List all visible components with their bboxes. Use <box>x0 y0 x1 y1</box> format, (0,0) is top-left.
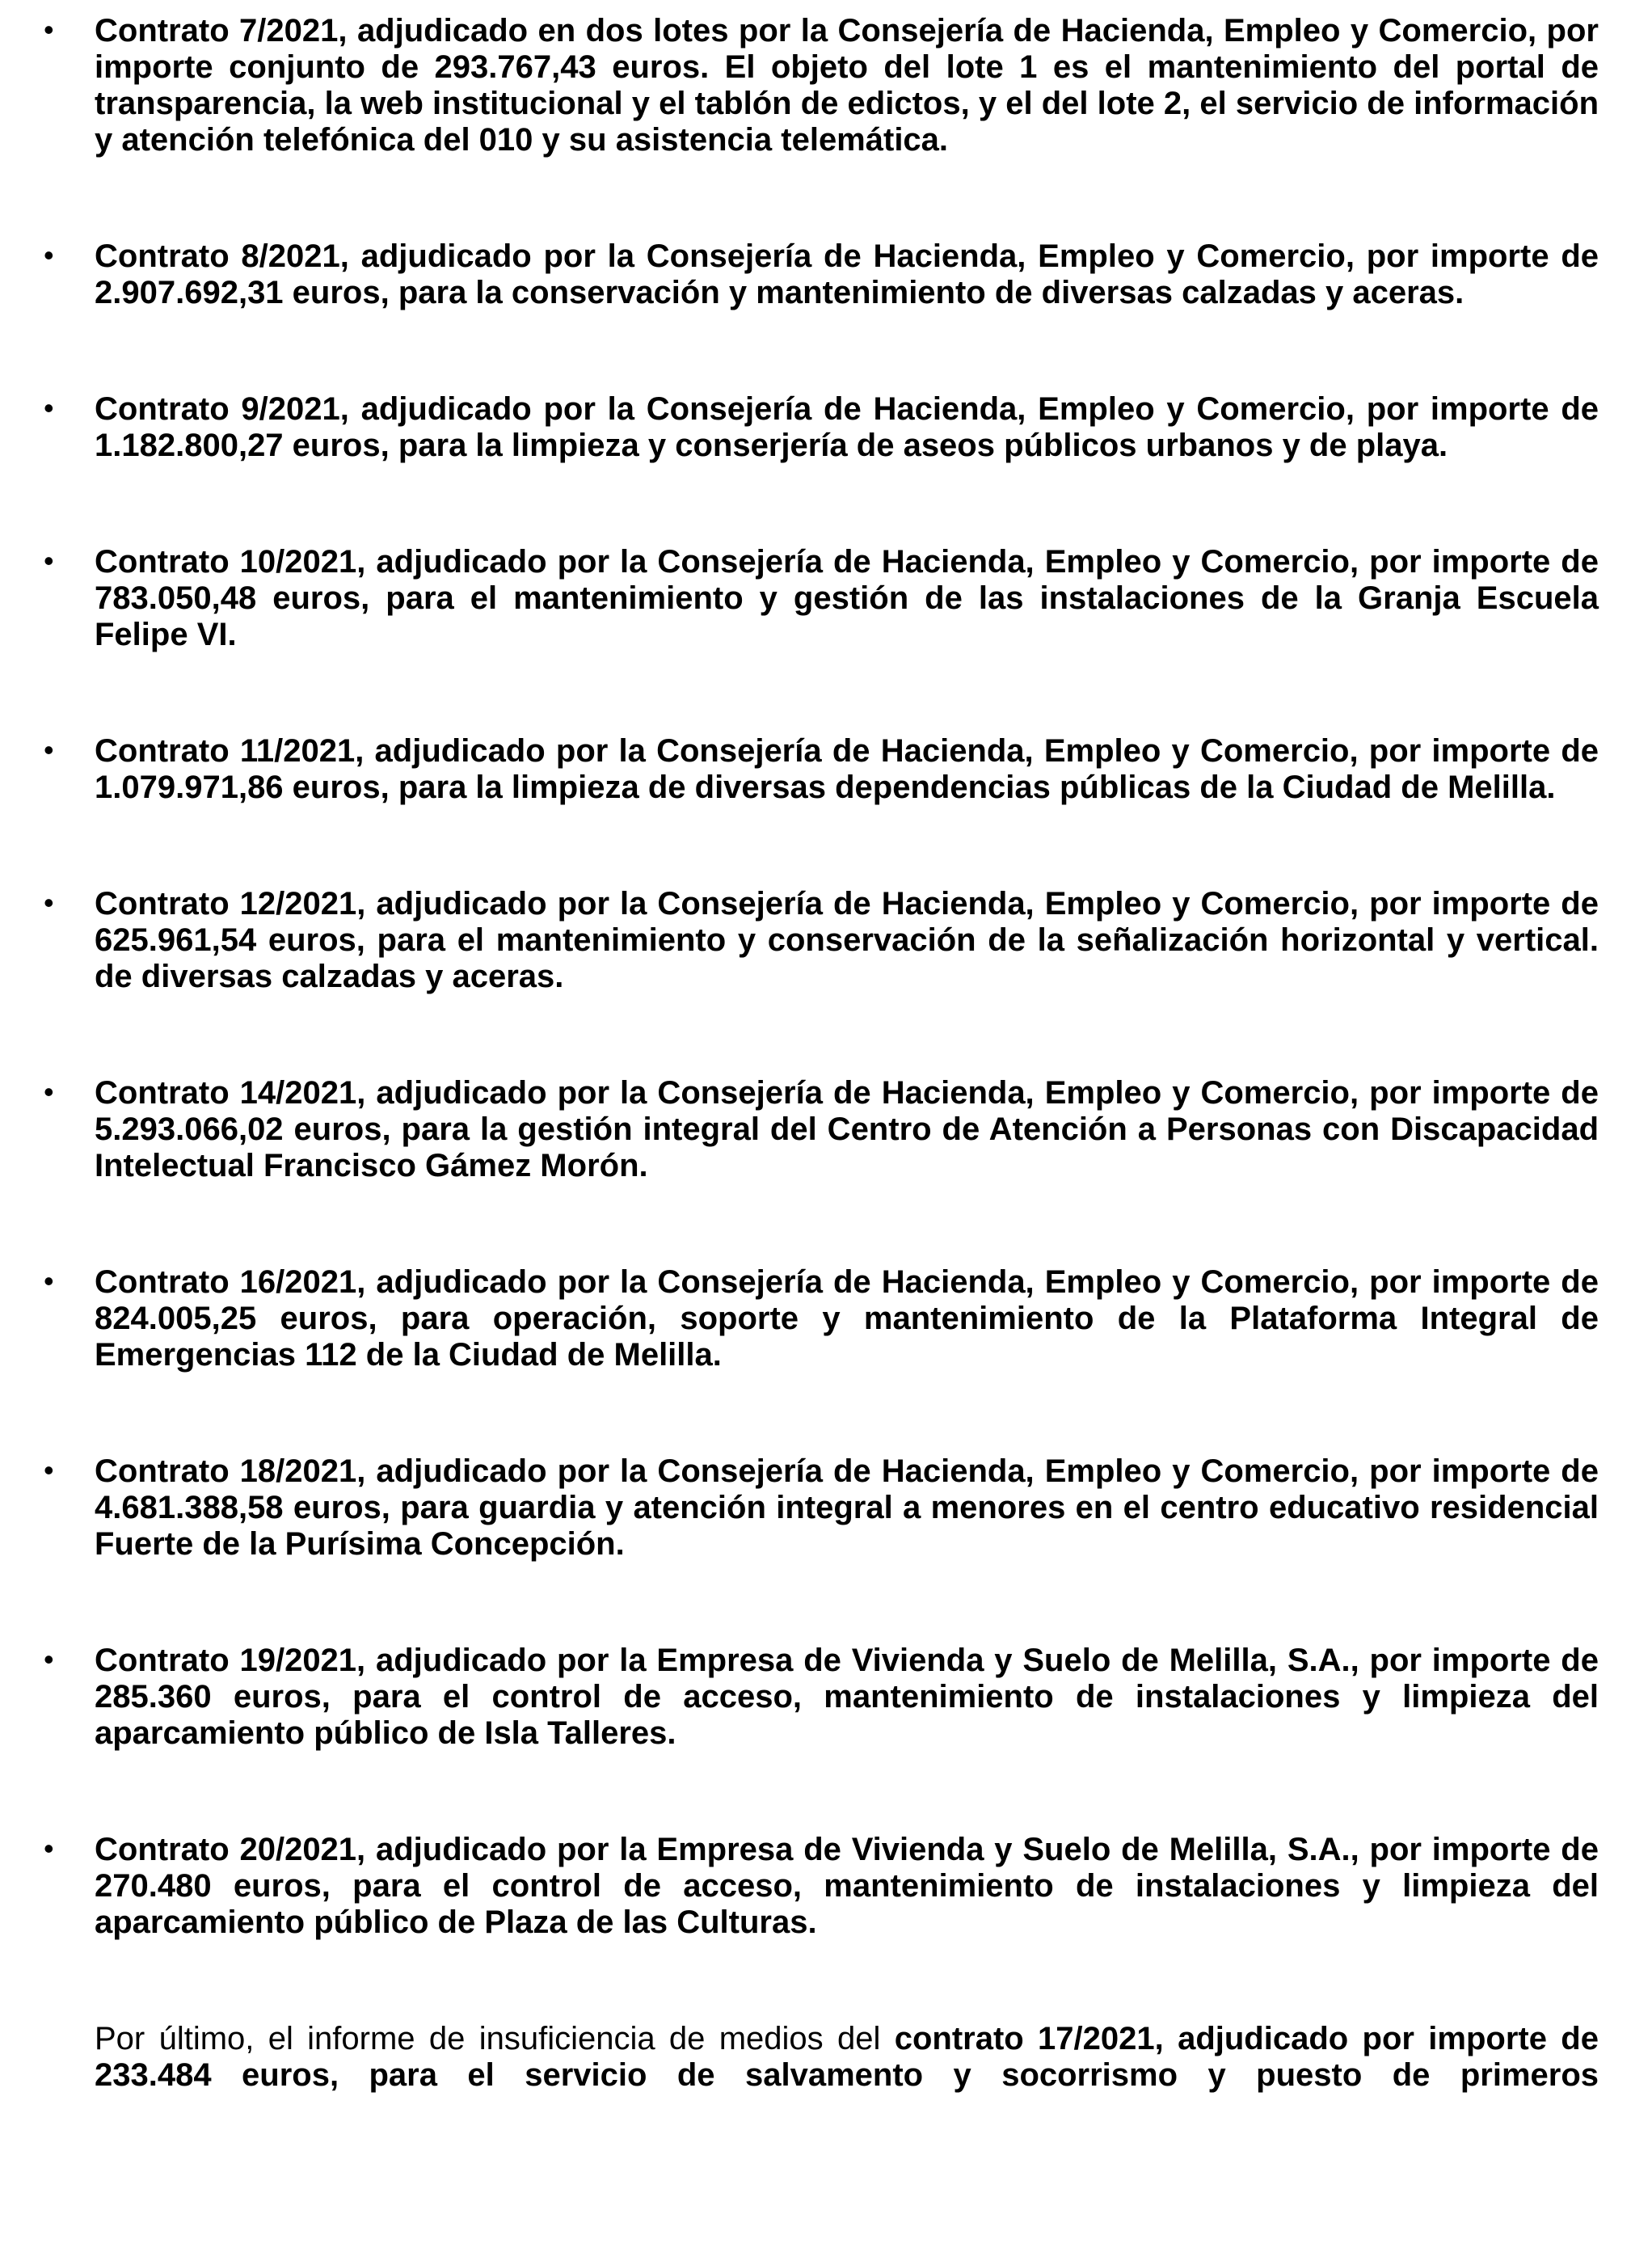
contract-paragraph-9-2021: Contrato 9/2021, adjudicado por la Consejería de Hacienda, Empleo y Comercio, por importe de 1.182.800,27 euros, para la limpieza y conserjería de aseos públicos urbanos y de playa. <box>95 391 1599 463</box>
bullet-icon: • <box>44 391 54 424</box>
contract-list-item <box>42 544 1599 653</box>
closing-paragraph <box>95 2021 1599 2094</box>
contract-paragraph-18-2021: Contrato 18/2021, adjudicado por la Consejería de Hacienda, Empleo y Comercio, por importe de 4.681.388,58 euros, para guardia y atención integral a menores en el centro educativo residencial Fuerte de la Purísima Concepción. <box>95 1453 1599 1562</box>
bullet-icon: • <box>44 1453 54 1487</box>
bullet-icon: • <box>44 1264 54 1297</box>
closing-bold-text: contrato 17/2021, adjudicado por importe de 233.484 euros, para el servicio de salvamento y socorrismo y puesto de primeros <box>95 2021 1599 2093</box>
bullet-icon: • <box>44 13 54 46</box>
contract-list-item <box>42 238 1599 311</box>
bullet-icon: • <box>44 1643 54 1676</box>
contract-paragraph-12-2021: Contrato 12/2021, adjudicado por la Consejería de Hacienda, Empleo y Comercio, por importe de 625.961,54 euros, para el mantenimiento y conservación de la señalización horizontal y vertical. de diversas calzadas y aceras. <box>95 886 1599 994</box>
contract-paragraph-14-2021: Contrato 14/2021, adjudicado por la Consejería de Hacienda, Empleo y Comercio, por importe de 5.293.066,02 euros, para la gestión integral del Centro de Atención a Personas con Discapacidad Intelectual Francisco Gámez Morón. <box>95 1075 1599 1183</box>
bullet-icon: • <box>44 886 54 919</box>
bullet-icon: • <box>44 1832 54 1865</box>
contract-list-item <box>42 13 1599 158</box>
bullet-icon: • <box>44 238 54 272</box>
contract-paragraph-7-2021: Contrato 7/2021, adjudicado en dos lotes por la Consejería de Hacienda, Empleo y Comercio, por importe conjunto de 293.767,43 euros. El objeto del lote 1 es el mantenimiento del portal de transparencia, la web institucional y el tablón de edictos, y el del lote 2, el servicio de información y atención telefónica del 010 y su asistencia telemática. <box>95 13 1599 158</box>
contract-paragraph-19-2021: Contrato 19/2021, adjudicado por la Empresa de Vivienda y Suelo de Melilla, S.A., por importe de 285.360 euros, para el control de acceso, mantenimiento de instalaciones y limpieza del aparcamiento público de Isla Talleres. <box>95 1643 1599 1751</box>
contract-list-item <box>42 886 1599 995</box>
bullet-icon: • <box>44 544 54 577</box>
contract-paragraph-11-2021: Contrato 11/2021, adjudicado por la Consejería de Hacienda, Empleo y Comercio, por importe de 1.079.971,86 euros, para la limpieza de diversas dependencias públicas de la Ciudad de Melilla. <box>95 733 1599 805</box>
contract-paragraph-20-2021: Contrato 20/2021, adjudicado por la Empresa de Vivienda y Suelo de Melilla, S.A., por importe de 270.480 euros, para el control de acceso, mantenimiento de instalaciones y limpieza del aparcamiento público de Plaza de las Culturas. <box>95 1832 1599 1940</box>
contract-paragraph-8-2021: Contrato 8/2021, adjudicado por la Consejería de Hacienda, Empleo y Comercio, por importe de 2.907.692,31 euros, para la conservación y mantenimiento de diversas calzadas y aceras. <box>95 238 1599 310</box>
contract-list-item <box>42 1075 1599 1184</box>
contract-list-item <box>42 733 1599 806</box>
closing-normal-text: Por último, el informe de insuficiencia de medios del <box>95 2021 895 2056</box>
bullet-icon: • <box>44 1075 54 1108</box>
contract-list-item <box>42 1453 1599 1563</box>
contract-paragraph-16-2021: Contrato 16/2021, adjudicado por la Consejería de Hacienda, Empleo y Comercio, por importe de 824.005,25 euros, para operación, soporte y mantenimiento de la Plataforma Integral de Emergencias 112 de la Ciudad de Melilla. <box>95 1264 1599 1373</box>
contract-list-item <box>42 1643 1599 1752</box>
contract-paragraph-10-2021: Contrato 10/2021, adjudicado por la Consejería de Hacienda, Empleo y Comercio, por importe de 783.050,48 euros, para el mantenimiento y gestión de las instalaciones de la Granja Escuela Felipe VI. <box>95 544 1599 652</box>
contract-list-item <box>42 1264 1599 1373</box>
contract-list-item <box>42 1832 1599 1941</box>
contract-list-item <box>42 391 1599 464</box>
bullet-icon: • <box>44 733 54 766</box>
